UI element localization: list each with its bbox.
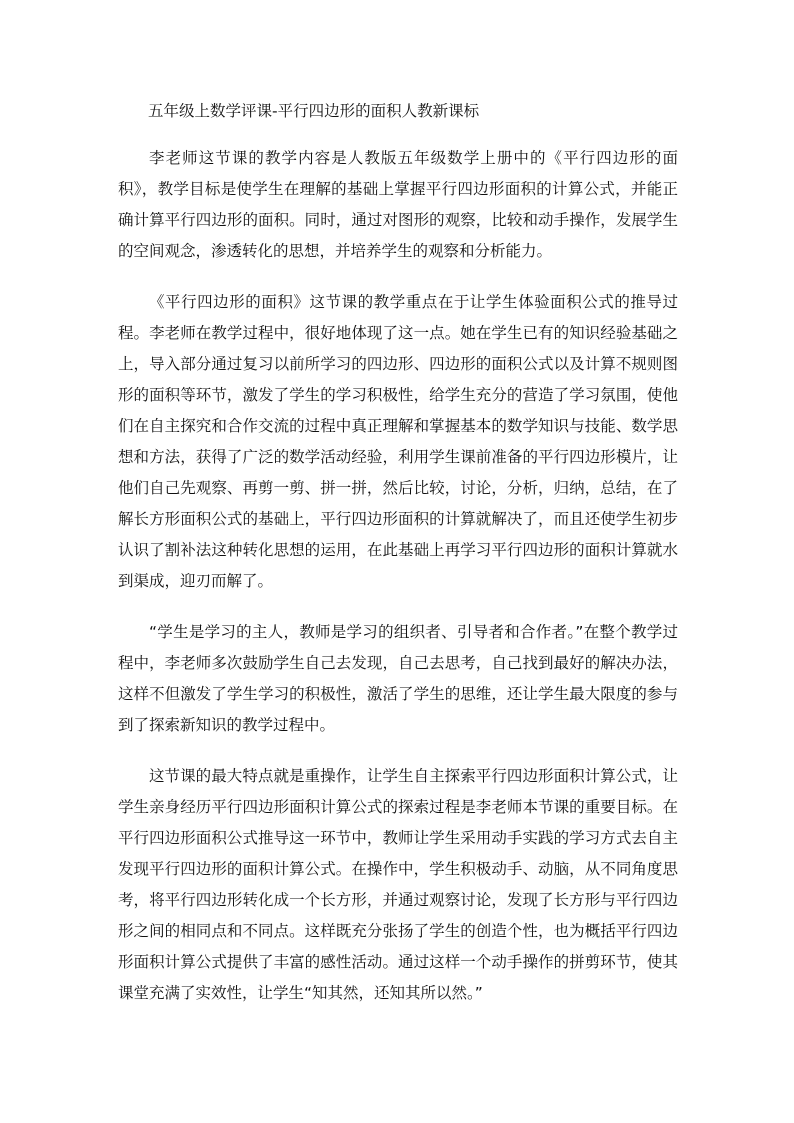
paragraph-3: “学生是学习的主人，教师是学习的组织者、引导者和合作者。”在整个教学过程中，李老师多次鼓励学生自己去发现，自己去思考，自己找到最好的解决办法，这样不但激发了学生学习的积极性，激活了学生的思维，还让学生最大限度的参与到了探索新知识的教学过程中。: [118, 623, 678, 734]
paragraph-4: 这节课的最大特点就是重操作，让学生自主探索平行四边形面积计算公式，让学生亲身经历平行四边形面积计算公式的探索过程是李老师本节课的重要目标。在平行四边形面积公式推导这一环节中，教师让学生采用动手实践的学习方式去自主发现平行四边形的面积计算公式。在操作中，学生积极动手、动脑，从不同角度思考，将平行四边形转化成一个长方形，并通过观察讨论，发现了长方形与平行四边形之间的相同点和不同点。这样既充分张扬了学生的创造个性，也为概括平行四边形面积计算公式提供了丰富的感性活动。通过这样一个动手操作的拼剪环节，使其课堂充满了实效性，让学生“知其然，还知其所以然。”: [118, 767, 678, 1002]
paragraph-2: 《平行四边形的面积》这节课的教学重点在于让学生体验面积公式的推导过程。李老师在教学过程中，很好地体现了这一点。她在学生已有的知识经验基础之上，导入部分通过复习以前所学习的四边形、四边形的面积公式以及计算不规则图形的面积等环节，激发了学生的学习积极性，给学生充分的营造了学习氛围，使他们在自主探究和合作交流的过程中真正理解和掌握基本的数学知识与技能、数学思想和方法，获得了广泛的数学活动经验，利用学生课前准备的平行四边形模片，让他们自己先观察、再剪一剪、拼一拼，然后比较，讨论，分析，归纳，总结，在了解长方形面积公式的基础上，平行四边形面积的计算就解决了，而且还使学生初步认识了割补法这种转化思想的运用，在此基础上再学习平行四边形的面积计算就水到渠成，迎刃而解了。: [118, 293, 678, 590]
paragraph-1: 李老师这节课的教学内容是人教版五年级数学上册中的《平行四边形的面积》，教学目标是使学生在理解的基础上掌握平行四边形面积的计算公式，并能正确计算平行四边形的面积。同时，通过对图形的观察，比较和动手操作，发展学生的空间观念，渗透转化的思想，并培养学生的观察和分析能力。: [118, 149, 678, 260]
document-title: 五年级上数学评课-平行四边形的面积人教新课标: [148, 102, 480, 120]
document-body: [118, 143, 678, 1029]
